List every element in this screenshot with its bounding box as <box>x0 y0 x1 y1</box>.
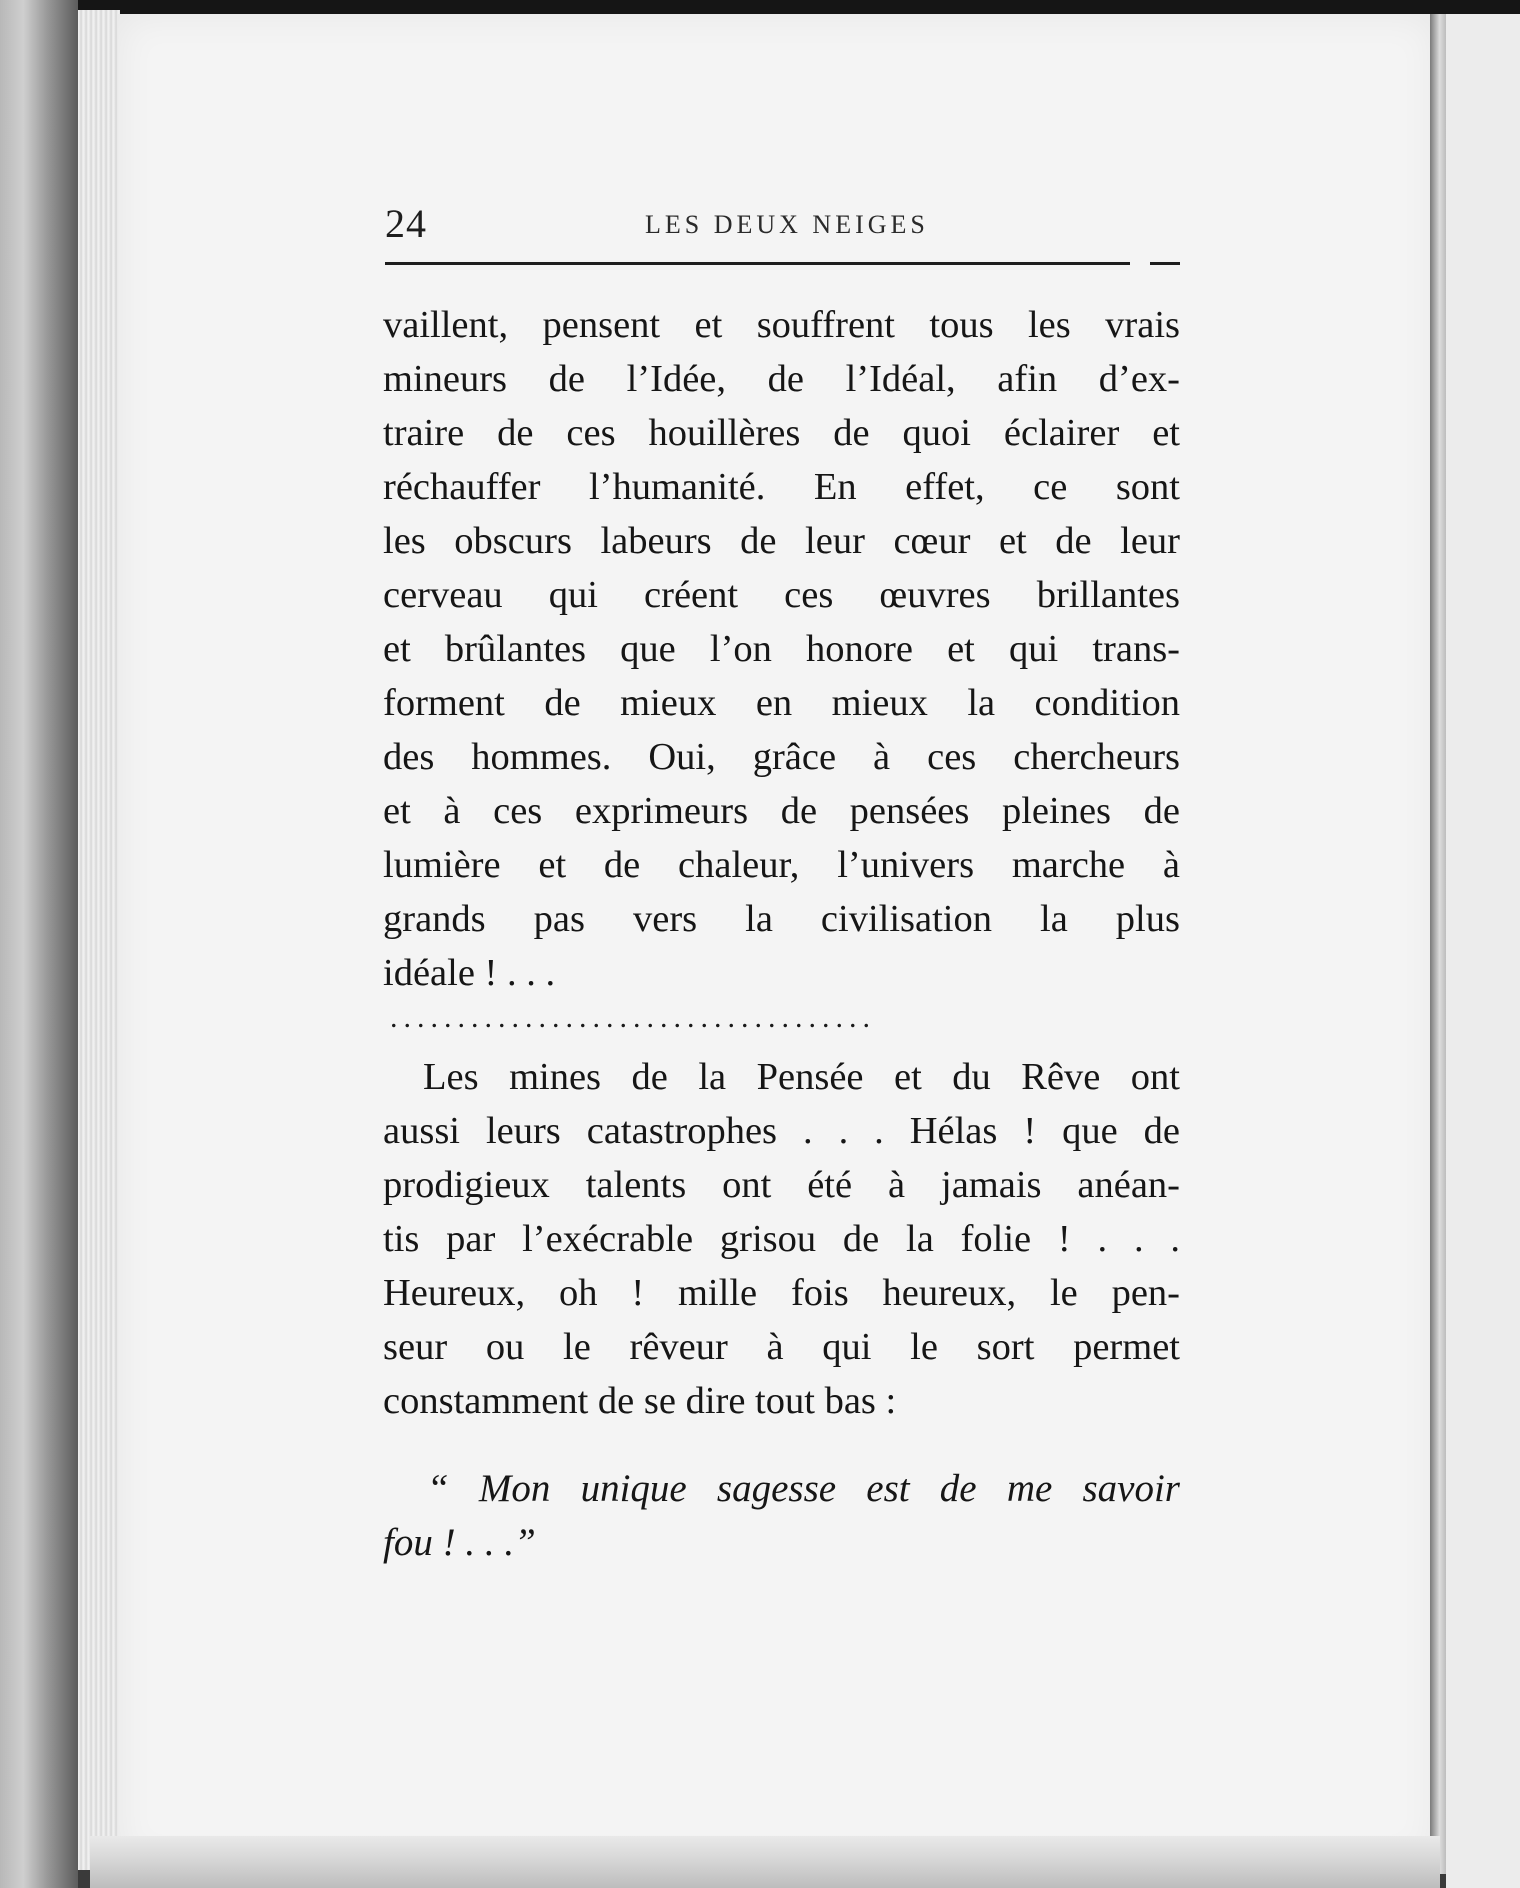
text-line: mineurs de l’Idée, de l’Idéal, afin d’ex- <box>383 358 1180 400</box>
dotted-separator: .................................... <box>390 1008 876 1028</box>
page-number: 24 <box>385 201 427 246</box>
text-line: constamment de se dire tout bas : <box>383 1380 897 1422</box>
book-spine-edge <box>0 0 78 1888</box>
text-line: tis par l’exécrable grisou de la folie ! . . . <box>383 1218 1180 1260</box>
header-rule <box>385 262 1130 265</box>
text-line: vaillent, pensent et souffrent tous les vrais <box>383 304 1180 346</box>
text-line: et à ces exprimeurs de pensées pleines de <box>383 790 1180 832</box>
facing-page-edge <box>1446 14 1520 1888</box>
text-line: aussi leurs catastrophes . . . Hélas ! que de <box>383 1110 1180 1152</box>
text-line: seur ou le rêveur à qui le sort permet <box>383 1326 1180 1368</box>
text-line: cerveau qui créent ces œuvres brillantes <box>383 574 1180 616</box>
page-gutter <box>1430 14 1446 1874</box>
text-line: Heureux, oh ! mille fois heureux, le pen- <box>383 1272 1180 1314</box>
text-line: réchauffer l’humanité. En effet, ce sont <box>383 466 1180 508</box>
text-line: Les mines de la Pensée et du Rêve ont <box>423 1056 1180 1098</box>
text-line: idéale ! . . . <box>383 952 556 994</box>
text-line: grands pas vers la civilisation la plus <box>383 898 1180 940</box>
page-bottom-edge <box>90 1836 1440 1888</box>
text-line: et brûlantes que l’on honore et qui trans- <box>383 628 1180 670</box>
running-title: LES DEUX NEIGES <box>645 210 929 239</box>
text-line: les obscurs labeurs de leur cœur et de leur <box>383 520 1180 562</box>
scan-top-border <box>0 0 1520 14</box>
paragraph-2 <box>383 1050 1180 1428</box>
text-line: des hommes. Oui, grâce à ces chercheurs <box>383 736 1180 778</box>
text-line: prodigieux talents ont été à jamais anéan- <box>383 1164 1180 1206</box>
header-rule-tail <box>1150 262 1180 265</box>
italic-quote <box>383 1462 1180 1570</box>
quote-line: fou ! . . .” <box>383 1521 536 1564</box>
text-line: forment de mieux en mieux la condition <box>383 682 1180 724</box>
text-line: lumière et de chaleur, l’univers marche à <box>383 844 1180 886</box>
stacked-page-edges <box>78 10 120 1870</box>
paragraph-1 <box>383 298 1180 1000</box>
running-head <box>385 200 1180 248</box>
quote-line: “ Mon unique sagesse est de me savoir <box>427 1467 1180 1510</box>
text-line: traire de ces houillères de quoi éclairer et <box>383 412 1180 454</box>
